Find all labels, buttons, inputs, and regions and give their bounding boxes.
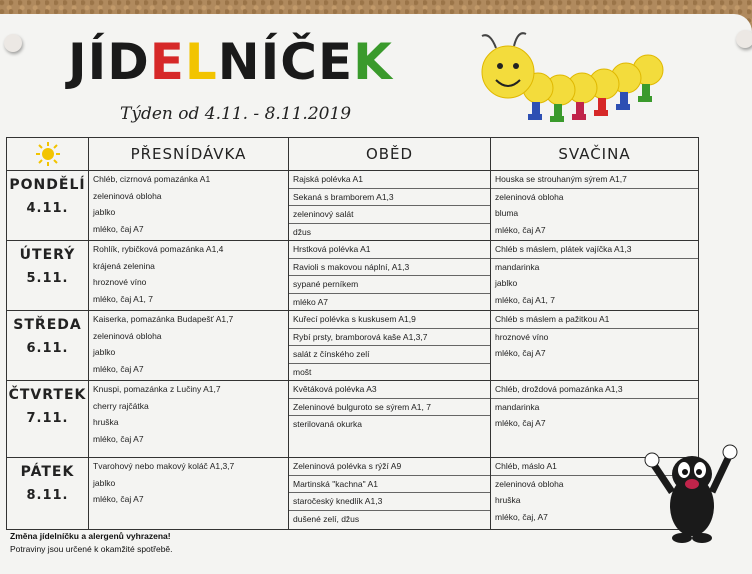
title-letter: D [107, 33, 150, 91]
page-title [68, 34, 393, 90]
menu-item: jablko [93, 477, 116, 488]
menu-item: Rohlík, rybičková pomazánka A1,4 [93, 244, 224, 254]
menu-item: zeleninová obloha [495, 478, 564, 489]
menu-item: mléko, čaj A1, 7 [495, 294, 556, 305]
table-row [7, 311, 699, 381]
menu-item: jablko [495, 278, 518, 288]
menu-item: Rybí prsty, bramborová kaše A1,3,7 [289, 329, 490, 347]
menu-item: Chléb s máslem, plátek vajíčka A1,3 [491, 241, 698, 259]
menu-item: hroznové víno [495, 331, 549, 342]
pushpin-icon [4, 34, 22, 52]
column-header-afternoon: SVAČINA [491, 138, 699, 171]
table-row [7, 458, 699, 530]
menu-item: Chléb, máslo A1 [491, 458, 698, 476]
table-row [7, 381, 699, 458]
menu-item: Ravioli s makovou náplní, A1,3 [289, 259, 490, 277]
sun-header-cell [7, 138, 89, 171]
title-letter: E [149, 33, 185, 91]
footer-notes [10, 530, 173, 556]
day-cell [7, 241, 89, 311]
table-row [7, 241, 699, 311]
snack-cell [89, 241, 289, 311]
caterpillar-icon [472, 28, 672, 140]
column-header-lunch: OBĚD [289, 138, 491, 171]
mole-icon [644, 434, 740, 544]
day-name: STŘEDA [13, 317, 82, 333]
table-row [7, 171, 699, 241]
day-date: 4.11. [26, 201, 69, 216]
title-letter: E [317, 33, 354, 91]
week-subtitle: Týden od 4.11. - 8.11.2019 [120, 104, 352, 124]
lunch-cell [289, 311, 491, 381]
menu-item: Sekaná s bramborem A1,3 [289, 189, 490, 207]
day-name: ČTVRTEK [8, 387, 87, 403]
lunch-cell [289, 171, 491, 241]
day-name: PONDĚLÍ [9, 177, 86, 193]
title-letter: K [353, 33, 393, 91]
snack-cell [89, 381, 289, 458]
menu-item: staročeský knedlík A1,3 [289, 493, 490, 511]
menu-item: salát z čínského zelí [289, 346, 490, 364]
menu-item: Hrstková polévka A1 [289, 241, 490, 259]
table-header-row [7, 138, 699, 171]
menu-item: mléko, čaj A7 [495, 348, 546, 358]
menu-item: mléko, čaj A7 [495, 418, 546, 428]
menu-item: Zeleninová polévka s rýží A9 [289, 458, 490, 476]
title-letter: L [184, 33, 218, 91]
title-letter: Č [280, 33, 318, 91]
menu-item: mléko, čaj A7 [93, 433, 144, 444]
menu-item: sterilovaná okurka [293, 419, 362, 429]
menu-item: mléko, čaj A1, 7 [93, 293, 154, 304]
menu-item: zeleninová obloha [93, 190, 162, 201]
day-cell [7, 381, 89, 458]
menu-item: hruška [93, 417, 119, 427]
menu-item: Chléb, cizrnová pomazánka A1 [93, 174, 211, 184]
menu-item: Houska se strouhaným sýrem A1,7 [491, 171, 698, 189]
title-letter: N [217, 33, 261, 91]
menu-item: zeleninový salát [289, 206, 490, 224]
snack-cell [89, 458, 289, 530]
menu-item: Chléb, droždová pomazánka A1,3 [491, 381, 698, 399]
menu-item: mléko A7 [293, 296, 328, 307]
menu-item: cherry rajčátka [93, 400, 149, 411]
day-date: 7.11. [26, 411, 69, 426]
menu-item: džus [293, 226, 311, 237]
menu-item: Knuspi, pomazánka z Lučiny A1,7 [93, 384, 221, 394]
afternoon-cell [491, 171, 699, 241]
day-date: 8.11. [26, 488, 69, 503]
day-date: 6.11. [26, 341, 69, 356]
menu-item: mandarinka [495, 401, 540, 412]
menu-item: bluma [495, 208, 519, 218]
lunch-cell [289, 241, 491, 311]
sun-icon [34, 142, 62, 166]
menu-item: mléko, čaj A7 [495, 224, 546, 235]
menu-item: mléko, čaj A7 [93, 363, 144, 374]
menu-table [6, 137, 699, 530]
footer-note: Změna jídelníčku a alergenů vyhrazena! [10, 531, 171, 541]
menu-item: mošt [293, 366, 312, 377]
title-letter: J [68, 33, 88, 91]
menu-item: hruška [495, 495, 521, 505]
day-name: ÚTERÝ [19, 247, 76, 263]
lunch-cell [289, 381, 491, 458]
menu-item: zeleninová obloha [495, 191, 564, 202]
menu-item: mandarinka [495, 261, 540, 272]
lunch-cell [289, 458, 491, 530]
column-header-snack: PŘESNÍDÁVKA [89, 138, 289, 171]
menu-item: zeleninová obloha [93, 330, 162, 341]
menu-item: Tvarohový nebo makový koláč A1,3,7 [93, 461, 235, 471]
afternoon-cell [491, 241, 699, 311]
menu-item: Květáková polévka A3 [289, 381, 490, 399]
menu-item: Zeleninové bulguroto se sýrem A1, 7 [289, 399, 490, 417]
afternoon-cell [491, 311, 699, 381]
menu-item: Chléb s máslem a pažitkou A1 [491, 311, 698, 329]
day-name: PÁTEK [20, 464, 75, 480]
menu-item: dušené zelí, džus [293, 513, 360, 524]
menu-item: mléko, čaj A7 [93, 223, 144, 234]
day-cell [7, 458, 89, 530]
menu-item: krájená zelenina [93, 260, 155, 271]
menu-item: mléko, čaj, A7 [495, 511, 548, 522]
menu-item: Kuřecí polévka s kuskusem A1,9 [289, 311, 490, 329]
title-letter: Í [87, 33, 108, 91]
snack-cell [89, 171, 289, 241]
title-letter: Í [260, 33, 281, 91]
snack-cell [89, 311, 289, 381]
day-cell [7, 171, 89, 241]
menu-item: Kaiserka, pomazánka Budapešť A1,7 [93, 314, 234, 324]
pushpin-icon [736, 30, 752, 48]
menu-item: Rajská polévka A1 [289, 171, 490, 189]
menu-item: Martinská "kachna" A1 [289, 476, 490, 494]
day-date: 5.11. [26, 271, 69, 286]
menu-item: hroznové víno [93, 277, 147, 287]
day-cell [7, 311, 89, 381]
menu-item: sypané perníkem [289, 276, 490, 294]
footer-info: Potraviny jsou určené k okamžité spotřebě. [10, 544, 173, 554]
menu-item: jablko [93, 207, 116, 217]
menu-item: jablko [93, 347, 116, 357]
menu-item: mléko, čaj A7 [93, 494, 144, 504]
